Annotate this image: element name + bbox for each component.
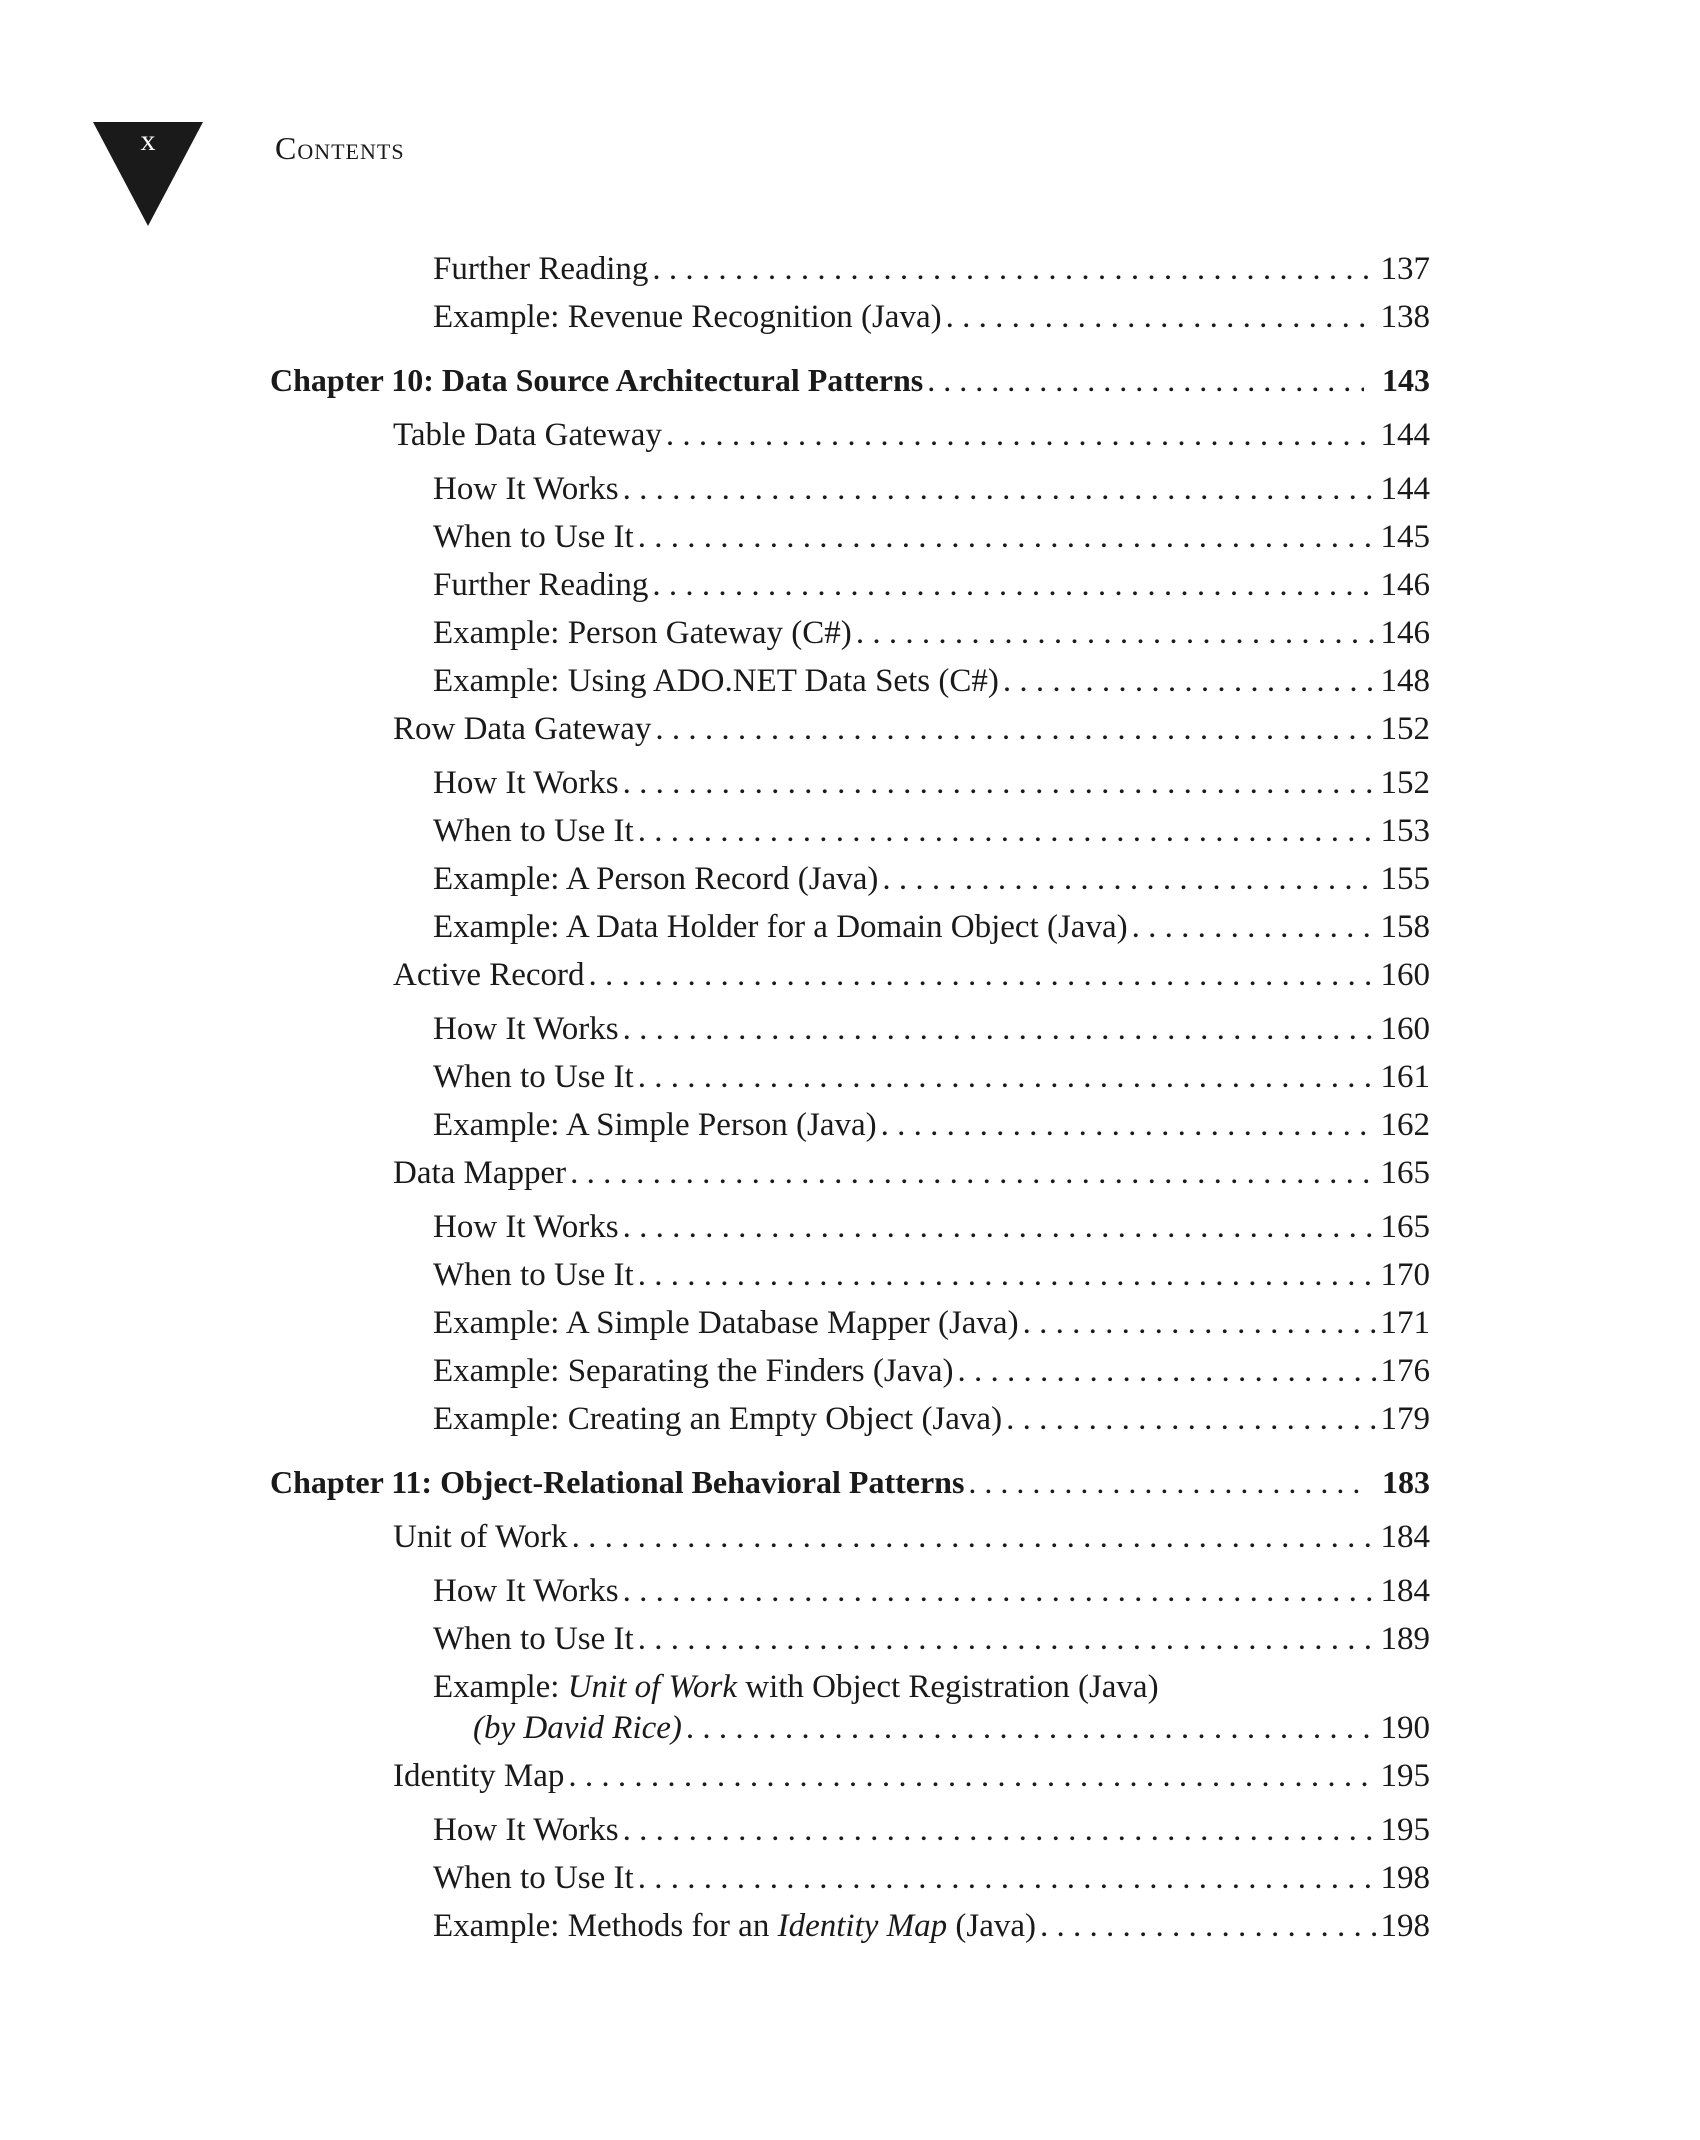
toc-entry[interactable]: Example: Using ADO.NET Data Sets (C#) . . . 148: [433, 659, 1430, 703]
toc-entry[interactable]: Row Data Gateway . . . 152: [393, 707, 1430, 751]
toc-entry[interactable]: Unit of Work . . . 184: [393, 1515, 1430, 1559]
toc-entry[interactable]: Example: A Simple Database Mapper (Java) . . . 171: [433, 1301, 1430, 1345]
toc-entry[interactable]: When to Use It . . . 153: [433, 809, 1430, 853]
toc-entry[interactable]: Further Reading . . . 137: [433, 247, 1430, 291]
toc-entry[interactable]: How It Works . . . 160: [433, 1007, 1430, 1051]
toc-entry[interactable]: Example: A Person Record (Java) . . . 155: [433, 857, 1430, 901]
toc-entry[interactable]: How It Works . . . 184: [433, 1569, 1430, 1613]
toc-entry[interactable]: How It Works . . . 195: [433, 1808, 1430, 1852]
toc-entry[interactable]: Further Reading . . . 146: [433, 563, 1430, 607]
toc-chapter-entry[interactable]: Chapter 10: Data Source Architectural Patterns . . . 143: [270, 358, 1430, 402]
toc-entry[interactable]: (by David Rice) . . . 190: [473, 1706, 1430, 1750]
toc-entry[interactable]: Example: Methods for an Identity Map (Java) . . . 198: [433, 1904, 1430, 1948]
toc-entry[interactable]: Table Data Gateway . . . 144: [393, 413, 1430, 457]
toc-entry[interactable]: Identity Map . . . 195: [393, 1754, 1430, 1798]
toc-entry[interactable]: Example: Person Gateway (C#) . . . 146: [433, 611, 1430, 655]
toc-entry[interactable]: When to Use It . . . 161: [433, 1055, 1430, 1099]
toc-chapter-entry[interactable]: Chapter 11: Object-Relational Behavioral Patterns . . . 183: [270, 1460, 1430, 1504]
toc-entry[interactable]: Active Record . . . 160: [393, 953, 1430, 997]
toc-entry[interactable]: How It Works . . . 165: [433, 1205, 1430, 1249]
toc-entry[interactable]: Example: A Data Holder for a Domain Object (Java) . . . 158: [433, 905, 1430, 949]
toc-entry[interactable]: When to Use It . . . 198: [433, 1856, 1430, 1900]
toc-entry[interactable]: Example: Creating an Empty Object (Java) . . . 179: [433, 1397, 1430, 1441]
running-head: Contents: [275, 130, 405, 166]
toc-entry[interactable]: Example: Revenue Recognition (Java) . . . 138: [433, 295, 1430, 339]
toc-entry[interactable]: Example: A Simple Person (Java) . . . 162: [433, 1103, 1430, 1147]
toc-entry[interactable]: How It Works . . . 152: [433, 761, 1430, 805]
toc-entry[interactable]: When to Use It . . . 170: [433, 1253, 1430, 1297]
toc-entry[interactable]: When to Use It . . . 145: [433, 515, 1430, 559]
toc-entry-line[interactable]: Example: Unit of Work with Object Registration (Java): [433, 1669, 1159, 1705]
toc-entry[interactable]: Data Mapper . . . 165: [393, 1151, 1430, 1195]
toc-entry[interactable]: How It Works . . . 144: [433, 467, 1430, 511]
page-number: x: [140, 124, 156, 157]
toc-entry[interactable]: Example: Separating the Finders (Java) . . . 176: [433, 1349, 1430, 1393]
toc-entry[interactable]: When to Use It . . . 189: [433, 1617, 1430, 1661]
